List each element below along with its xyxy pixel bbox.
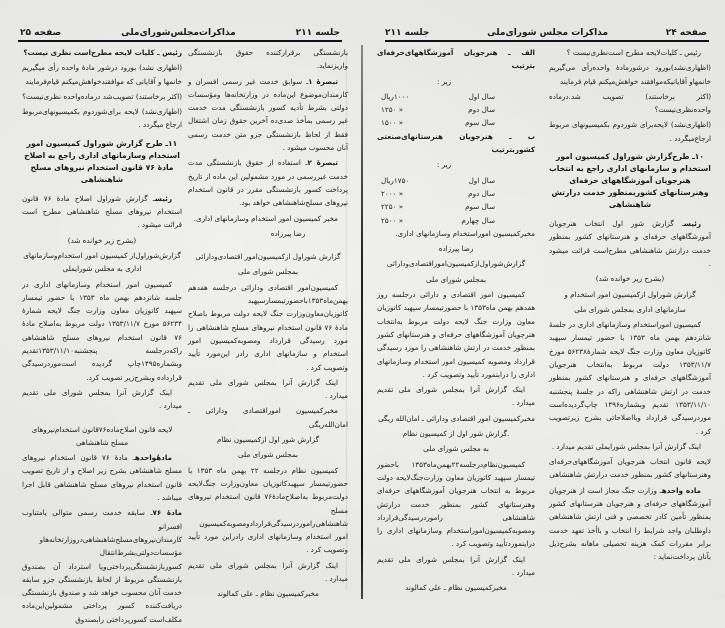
paragraph: کمیسیون امور استخدام وسازمانهای اداری در جلسه شانزدهم بهمن ماه ۱۳۵۳ با حضور تیمسار سپهبد کاتوزیان معاون وزارت جنگ لایحه شمارهٔ ۵۶۲۳۴ مورخ ۱۳۵۳/۱۱/۷ دولت مربوط به‌اصلاح مادهٔ ۷۶ قانون استخدام نیروهای مسلح شاهنشاهی راکه‌در‌جلسه پنجشنبه‌۱۳۵۳/۱۱/۱۰تقدیم وبشماره۱۴۹۵چاپ گردیده است‌موردرسیدگی قرارداده وبشرح‌زیر تصویب کرد. [22,279,183,382]
paragraph: بازنشستگی برقرارکننده حقوق بازنشستگی واریزنماید. [188,48,348,71]
report-title: گزارش شوراول ازکمیسیون امور استخدام و [564,289,696,299]
signature-role: مخبر کمیسیون امور استخدام وسازمانهای اداری. [193,213,338,223]
left-page-column-left [188,46,348,603]
report-title: .گزارش شور اول از کمیسیون نظام [402,429,510,439]
group-b-title: ب ـ هنرجویان هنرستانهای‌صنعتی کشور‌بترتیب [377,131,535,155]
table-row: سال اول ۱۰۰۰ریال [381,91,495,101]
paragraph: کمیسیون نظام درجلسه ۲۲ بهمن ماه ۱۳۵۳ با حضورتیمسار سپهبد‌کاتوزیان معاون‌وزارت جنگ‌لایحه دولت‌مربوط به‌اصلاح‌مادهٔ‌۷۶ قانون استخدام نیروهای مسلح شاهنشاهی‌راموردرسیدگی‌قرارداد‌ومصوبه‌کمیسیون امور استخدام وسازمانهای اداری رادراین مورد تأیید وتصویب کرد . [188,465,348,555]
report-title: بمجلس شورای ملی [238,450,298,460]
report-title: سازمانهای اداری بمجلس شورای ملی [574,304,686,314]
paragraph: اینک گزارش آنرا بمجلس شورای ملی تقدیم میدارد . [377,554,535,577]
paragraph: (اظهاری‌نشد) لایحه برای‌شوردوم بکمیسیونهای‌مربوط ارجاع میگردد . [22,107,182,130]
right-page-header [385,24,707,38]
report-title: گزارش شور اول ازکمیسیون نظام [217,435,319,445]
paragraph: (اظهاری‌نشد) لایحه‌برای شوردوم بکمیسیونهای مربوط ارجاع‌میگردد . [549,120,711,143]
note-label: تبصرهٔ ۲ [307,158,338,168]
paragraph: مادهٔ ۷۶ـ سابقه خدمت رسمی متوالی یامتناوب افسرانو کارمندان‌نیروهای‌مسلح‌شاهنشاهی‌دروزارتخانه‌هاو مؤسسات‌دولتی‌بشرط‌انتقال کسوربازنشستگی‌پرداختی‌ویا استرداد آن بصندوق بازنشستگی مربوط از لحاظ بازنشستگی جزو سابقه خدمت آنان محسوب خواهد شد و صندوق بازنشستگی دریافت‌کننده کسور پرداختی مشمولین‌این‌ماده مکلف‌است کسورپرداختی رابصندوق [22,508,182,624]
right-page [363,0,725,599]
session-number: جلسه ۲۱۱ [295,28,340,38]
paragraph: کمیسیون‌نظام‌درجلسه۲۲بهمن‌ماه۱۳۵۳ باحضور تیمسار سپهبد کاتوزیان معاون وزارت‌جنگ‌لایحه دولت مربوط به انتخاب هنرجویان آموزشگاههای حرفه‌ای وهنرستانهای کشور بمنظور خدمت درارتش شاهنشاهی راموردرسیدگی‌قرارداد ومصوبه‌کمیسیون‌امور‌استخدام وسازمانهای اداری را دراینمورد‌تأیید وتصویب کرد . [377,459,535,549]
signature: مخبرکمیسیون نظام ـ علی کمالوند [405,583,507,593]
left-page-header [20,24,340,38]
left-page-column-right [22,46,182,628]
speaker-label: رئیس [154,193,172,203]
page-number: صفحه ۲۴ [665,28,707,38]
table-row: سال دوم « ۲۰۰۰ [381,188,495,198]
paragraph: اینک گزارش آنرا بمجلس شورایملی تقدیم میدارد . [551,441,701,451]
read-note: (بشرح زیر خوانده شد) [595,274,665,284]
group-a-zir: زیر : [437,76,452,86]
signature: مخبرکمیسیون امور اقتصادی ودارائی ـ امان‌الله ریگی [378,413,535,423]
running-title: مذاکرات مجلس شورای‌ملی [487,28,609,38]
report-title: گزارش شوراول ازکمیسیون‌امور اقتصادی‌ودارائی [195,252,341,262]
paragraph: اینک گزارش آنرا بمجلس شورای ملی تقدیم میدارد . [22,387,182,411]
signature-name: رضا پیرزاده [270,228,306,238]
report-title: به مجلس شورای ملی [423,444,489,454]
paragraph: ماده واحدهـ وزارت جنگ مجاز است از هنرجویان آموزشگاههای حرفه‌ای و هنرجویان هنرستانهای کشور بمنظور تأمین کادر تخصصی و فنی ارتش شاهنشاهی داوطلبان واجد شرایط را انتخاب و باأخذ تعهد خدمت برابر مقررات کمک هزینه تحصیلی ماهانه بشرح‌ذیل بآنان پرداخت‌نماید : [549,485,711,562]
speaker-label: رئیس [683,219,701,229]
report-title: گزارش‌شوراول‌از کمیسیون امور استخدام‌وسازمانهای اداری به مجلس شورایملی [23,250,181,274]
group-b-zir: زیر : [437,160,452,170]
report-title: گزارش‌شوراول‌ازکمیسیون‌امور‌اقتصادی‌ودارائی [386,259,526,269]
header-rule [385,40,709,42]
section-heading: ۱۰ـ طرح‌گزارش شوراول کمیسیون امور استخدام و سازمانهای اداری راجع به انتخاب هنرجویان آموزشگاههای حرفه‌ای وهنرستانهای کشوربمنظور خدمت درارتش شاهنشاهی [549,152,711,210]
right-page-column-left [377,46,535,597]
right-page-column-right [549,46,711,566]
table-row: سال سوم « ۲۲۵۰ [381,202,495,212]
note-label: تبصرهٔ ۱ [308,76,338,86]
paragraph: کمیسیون اموراستخدام وسازمانهای اداری در جلسهٔ شانزدهم بهمن ماه ۱۳۵۳ با حضور تیمسار سپهبد کاتوزیان معاون وزارت جنگ لایحه شمارهٔ۵۶۲۳۸ مورخ ۱۳۵۳/۱۱/۷ دولت مربوط به‌انتخاب هنرجویان آموزشگاههای حرفه‌ای و هنرستانهای کشور بمنظور خدمت در ارتش شاهنشاهی راکه در جلسهٔ پنجشنبه ۱۳۵۳/۱۱/۱۰ تقدیم وبشماره۱۴۹۶ چاپ‌گردیده‌است موردرسیدگی قرارداد وبااصلاحاتی بشرح زیرتصویب کرد . [549,320,711,436]
table-row: سال چهارم « ۲۵۰۰ [381,215,495,225]
paragraph: (اظهاری نشد) بورود درشور مادهٔ واحده رأی میگیریم خانمها و آقایانی که موافقند‌خواهش‌میکنم قیام‌فرمایند [22,63,182,86]
paragraph: رئیسـ گزارش شور اول انتخاب هنرجویان آموزشگاههای حرفه‌ای و هنرستانهای کشور بمنظور خدمت درارتش شاهنشاهی مطرح‌است قرائت میشود . [549,219,711,268]
signature: مخبرکمیسیون امور‌اقتصادی ودارائی ـ امان‌الله‌ریگی [188,406,348,429]
paragraph: رئیس ـ کلیات لایحه مطرح‌است نظری نیست؟ [23,48,182,57]
paragraph: (اظهاری‌نشد)بورود درشورمادهٔ واحده‌رأی می‌گیریم خانمهاو آقایانیکه‌موافقند خواهش‌میکنم قیام فرمایند [549,63,711,86]
group-a-title: الف ـ هنرجویان آموزشگاههای‌حرفه‌ای بترتیب [377,48,535,71]
bill-title: لایحه قانون اصلاح‌ماده‌۷۶قانون استخدام‌نیروهای مسلح شاهنشاهی [31,424,173,447]
left-page [0,0,362,624]
signature-name: رضا پیرزاده [438,244,474,254]
read-note: (بشرح زیر خوانده شد) [67,235,137,245]
article-label: ماده واحده [661,485,701,495]
paragraph: رئیسـ گزارش شوراول اصلاح مادهٔ ۷۶ قانون استخدام نیروهای مسلح شاهنشاهی مطرح است قرائت میشود . [22,193,182,230]
table-row: سال اول ۱۷۵۰ریال [381,175,495,185]
paragraph: کمیسیون‌امور اقتصادی ودارائی درجلسه هفدهم بهمن‌ماه‌۱۳۵۳‌باحضورتیمسارسپهبد کاتوزیان‌معاون‌وزارت جنگ لایحه دولت مربوط باصلاح مادهٔ ۷۶ قانون استخدام نیروهای مسلح شاهنشاهی را مورد رسیدگی قرارداد ومصوبه‌کمیسیون امور استخدام و سازمانهای اداری رادر این‌مورد تأیید وتصویب کرد . [188,282,348,372]
table-row: سال سوم « ۱۵۰۰ [381,118,495,128]
header-rule [18,40,342,42]
paragraph: تبصرهٔ ۲ـ استفاده از حقوق بازنشستگی مدت خدمت غیررسمی در مورد مشمولین این ماده از تاریخ پرداخت کسور بازنشستگی مقرر در قانون استخدام نیروهای مسلح‌شاهنشاهی خواهد بود. [188,158,348,208]
running-title: مذاکرات‌مجلس‌شورای‌ملی [121,28,236,38]
paragraph: مادهٔواحدهـ مادهٔ ۷۶ قانون استخدام نیروهای مسلح شاهنشاهی بشرح زیر اصلاح و از تاریخ تصویب قانون استخدام نیروهای مسلح شاهنشاهی قابل اجرا میباشد . [22,453,182,503]
paragraph: تبصرهٔ ۱ـ سوابق خدمت غیر رسمی افسران و کارمندان‌موضوع این‌ماده در وزارتخانه‌ها ومؤسسات دولتی بشرط تأدیه کسور بازنشستگی مدت خدمت غیر رسمی بمأخذ صدی‌ده آخرین حقوق زمان اشتغال فقط از لحاظ بازنشستگی جزو متن خدمت رسمی آنان محسوب میشود . [188,76,348,153]
page-number: صفحه ۲۵ [20,28,62,38]
paragraph: اینک گزارش آنرا بمجلس شورای ملی تقدیم میدارد . [188,377,348,401]
group-b-stipend-table [377,174,535,227]
signature-role: مخبرکمیسیون اموراستخدام وسازمانهای اداری. [395,228,535,238]
paragraph: اینک گزارش آنرا بمجلس شورای ملی تقدیم میدارد . [188,560,348,583]
bill-title: لایحه قانون انتخاب هنرجویان آموزشگاههای‌حرفه‌ای وهنرستانهای کشور بمنظور خدمت درارتش شاهنشاهی [549,457,711,480]
section-heading: ۱۱ـ طرح گزارش شوراول کمیسیون امور استخدام وسازمانهای اداری راجع به اصلاح مادهٔ ۷۶ قانون استخدام نیروهای مسلح شاهنشاهی [24,138,180,184]
page-fold-shadow [346,50,347,590]
group-a-stipend-table [377,90,535,130]
paragraph: (اکثر برخاستند) تصویب شد.درماده واحده‌نظری‌نیست؟ [549,91,711,115]
paragraph: اینک گزارش آنرا بمجلس شورای ملی تقدیم میدارد . [377,385,535,408]
paragraph: (اکثر برخاستند) تصویب‌شد درماده‌واحده نظری‌نیست؟ [22,91,182,101]
report-title: بمجلس شورای ملی [238,267,298,277]
article-label: مادهٔواحده [134,453,173,463]
article-label: مادهٔ ۷۶ [152,508,182,518]
report-title: بمجلس شورای ملی [426,274,486,284]
table-row: سال دوم « ۱۲۵۰ [381,105,495,115]
paragraph: کمیسیون امور اقتصادی و دارائی درجلسه روز هفدهم بهمن ماه۱۳۵۳ با حضورتیمسار سپهبد کاتوزیان معاون وزارت جنگ لایحه دولت مربوط به‌انتخاب هنرجویان آموزشگاههای حرفه‌ای و هنرستانهای کشور بمنظور خدمت در ارتش شاهنشاهی را مورد رسیدگی قرارداد ومصوبه کمیسیون امور استخدام وسازمانهای اداری را درابنمورد تأیید وتصویب کرد . [377,290,535,379]
signature: مخبرکمیسیون نظام ـ علی کمالوند [217,589,319,599]
session-number: جلسه ۲۱۱ [385,28,430,38]
paragraph: رئیس ـ کلیات‌لایحه مطرح است‌نظری‌نیست ؟ [566,48,701,57]
